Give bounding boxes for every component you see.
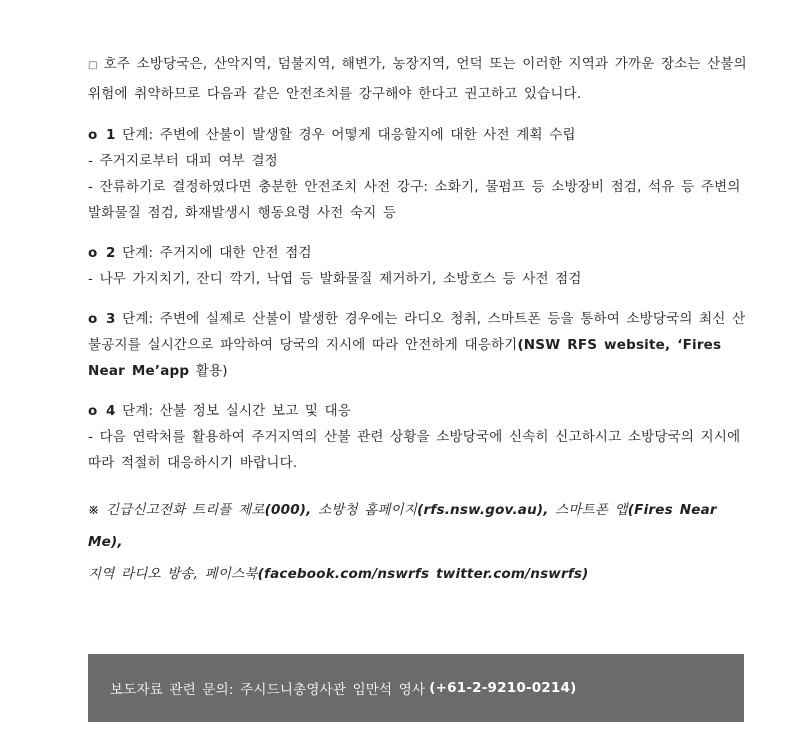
intro-text: 호주 소방당국은, 산악지역, 덤불지역, 해변가, 농장지역, 언덕 또는 이러한 지역과 가까운 장소는 산불의 위험에 취약하므로 다음과 같은 안전조치를 강구해야 한다고 권고하고 있습니다.: [88, 56, 747, 102]
app-name: (Fires Near Me),: [88, 502, 717, 550]
step-number: 3: [105, 311, 116, 327]
step-1-heading: [88, 122, 748, 148]
step-title: 단계: 주거지에 대한 안전 점검: [122, 245, 312, 261]
contact-phone: (+61-2-9210-0214): [429, 680, 577, 696]
notice-text: 지역 라디오 방송, 페이스북: [88, 566, 258, 582]
step-title: 단계: 주변에 실제로 산불이 발생한 경우에는 라디오 청취, 스마트폰 등을 통하여 소방당국의 최신 산불공지를 실시간으로 파악하여 당국의 지시에 따라 안전하게 대응하기: [88, 311, 746, 353]
step-1: [88, 122, 748, 226]
website-link[interactable]: (rfs.nsw.gov.au),: [417, 502, 549, 518]
notice-text: 소방청 홈페이지: [311, 502, 418, 518]
notice-line-1: [88, 494, 748, 558]
step-title: 단계: 주변에 산불이 발생할 경우 어떻게 대응할지에 대한 사전 계획 수립: [122, 127, 576, 143]
press-contact-box: [88, 654, 744, 722]
square-bullet-icon: □: [88, 60, 98, 71]
step-4-line-1: - 다음 연락처를 활용하여 주거지역의 산불 관련 상황을 소방당국에 신속히 신고하시고 소방당국의 지시에 따라 적절히 대응하시기 바랍니다.: [88, 429, 741, 471]
step-marker: o: [88, 403, 98, 419]
document-body: [88, 50, 748, 590]
step-4-heading: [88, 398, 748, 424]
emergency-number: (000),: [264, 502, 312, 518]
social-links[interactable]: (facebook.com/nswrfs twitter.com/nswrfs): [257, 566, 589, 582]
notice-text: 스마트폰 앱: [548, 502, 628, 518]
intro-paragraph: [88, 50, 748, 108]
notice-line-2: [88, 558, 748, 590]
step-4: [88, 398, 748, 476]
contact-label: 보도자료 관련 문의: 주시드니총영사관 임만석 영사: [110, 682, 426, 698]
step-title-source: (NSW RFS website, ‘Fires Near Me’app: [88, 337, 722, 379]
emergency-contacts-notice: [88, 494, 748, 590]
step-marker: o: [88, 311, 98, 327]
step-marker: o: [88, 127, 98, 143]
step-3-heading: [88, 306, 748, 384]
step-1-line-2: - 잔류하기로 결정하였다면 충분한 안전조치 사전 강구: 소화기, 물펌프 등 소방장비 점검, 석유 등 주변의 발화물질 점검, 화재발생시 행동요령 사전 숙지 등: [88, 179, 741, 221]
step-2-line-1: - 나무 가지치기, 잔디 깍기, 낙엽 등 발화물질 제거하기, 소방호스 등 사전 점검: [88, 271, 582, 287]
step-2-heading: [88, 240, 748, 266]
step-title-tail: 활용): [189, 363, 228, 379]
step-number: 2: [105, 245, 116, 261]
step-3: [88, 306, 748, 384]
step-2: [88, 240, 748, 292]
step-number: 1: [105, 127, 116, 143]
notice-text: ※ 긴급신고전화 트리플 제로: [88, 502, 265, 518]
step-1-line-1: - 주거지로부터 대피 여부 결정: [88, 153, 278, 169]
step-number: 4: [105, 403, 116, 419]
step-marker: o: [88, 245, 98, 261]
step-title: 단계: 산불 정보 실시간 보고 및 대응: [122, 403, 352, 419]
